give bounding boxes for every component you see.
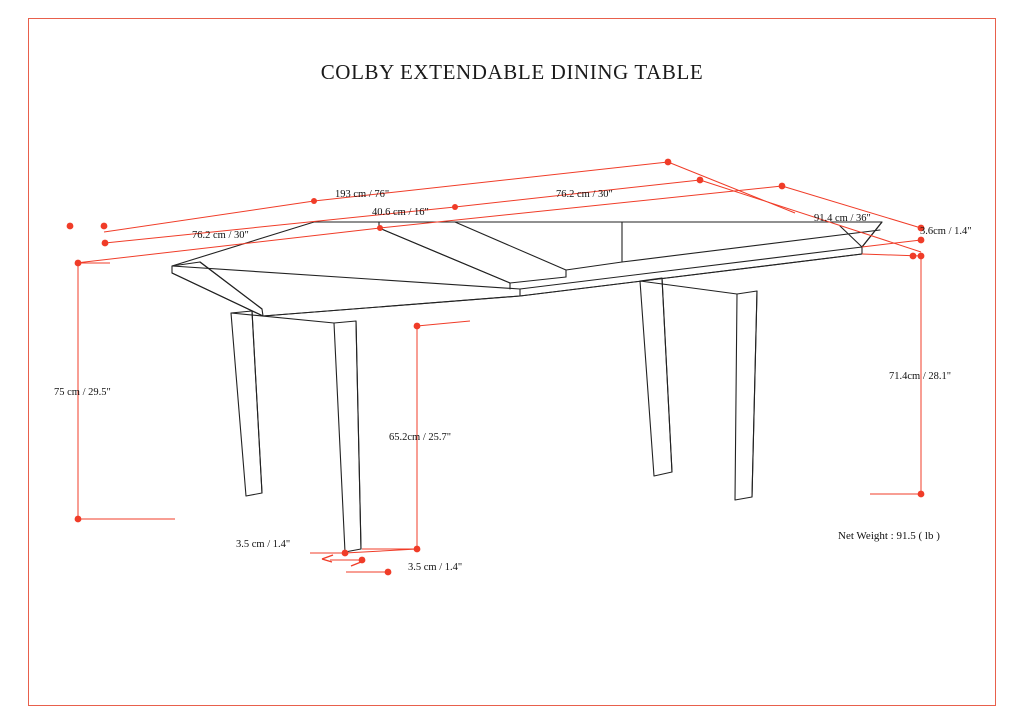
dimension-label-leaf-width: 40.6 cm / 16" bbox=[372, 207, 429, 218]
dimension-label-overall-length: 193 cm / 76" bbox=[335, 189, 390, 200]
dimension-label-leg-width-side: 3.5 cm / 1.4" bbox=[408, 562, 463, 573]
net-weight-note: Net Weight : 91.5 ( lb ) bbox=[838, 530, 940, 542]
dimension-label-table-depth: 91.4 cm / 36" bbox=[814, 213, 871, 224]
dimension-label-top-right-section: 76.2 cm / 30" bbox=[556, 189, 613, 200]
dimension-label-top-left-section: 76.2 cm / 30" bbox=[192, 230, 249, 241]
page-title: COLBY EXTENDABLE DINING TABLE bbox=[320, 60, 704, 84]
dimension-label-top-thickness: 3.6cm / 1.4" bbox=[920, 226, 972, 237]
dimension-label-apron-height: 71.4cm / 28.1" bbox=[889, 371, 952, 382]
dimension-label-leg-width-front: 3.5 cm / 1.4" bbox=[236, 539, 291, 550]
dimension-label-clearance-height: 65.2cm / 25.7" bbox=[389, 432, 452, 443]
dimension-label-overall-height: 75 cm / 29.5" bbox=[54, 387, 111, 398]
